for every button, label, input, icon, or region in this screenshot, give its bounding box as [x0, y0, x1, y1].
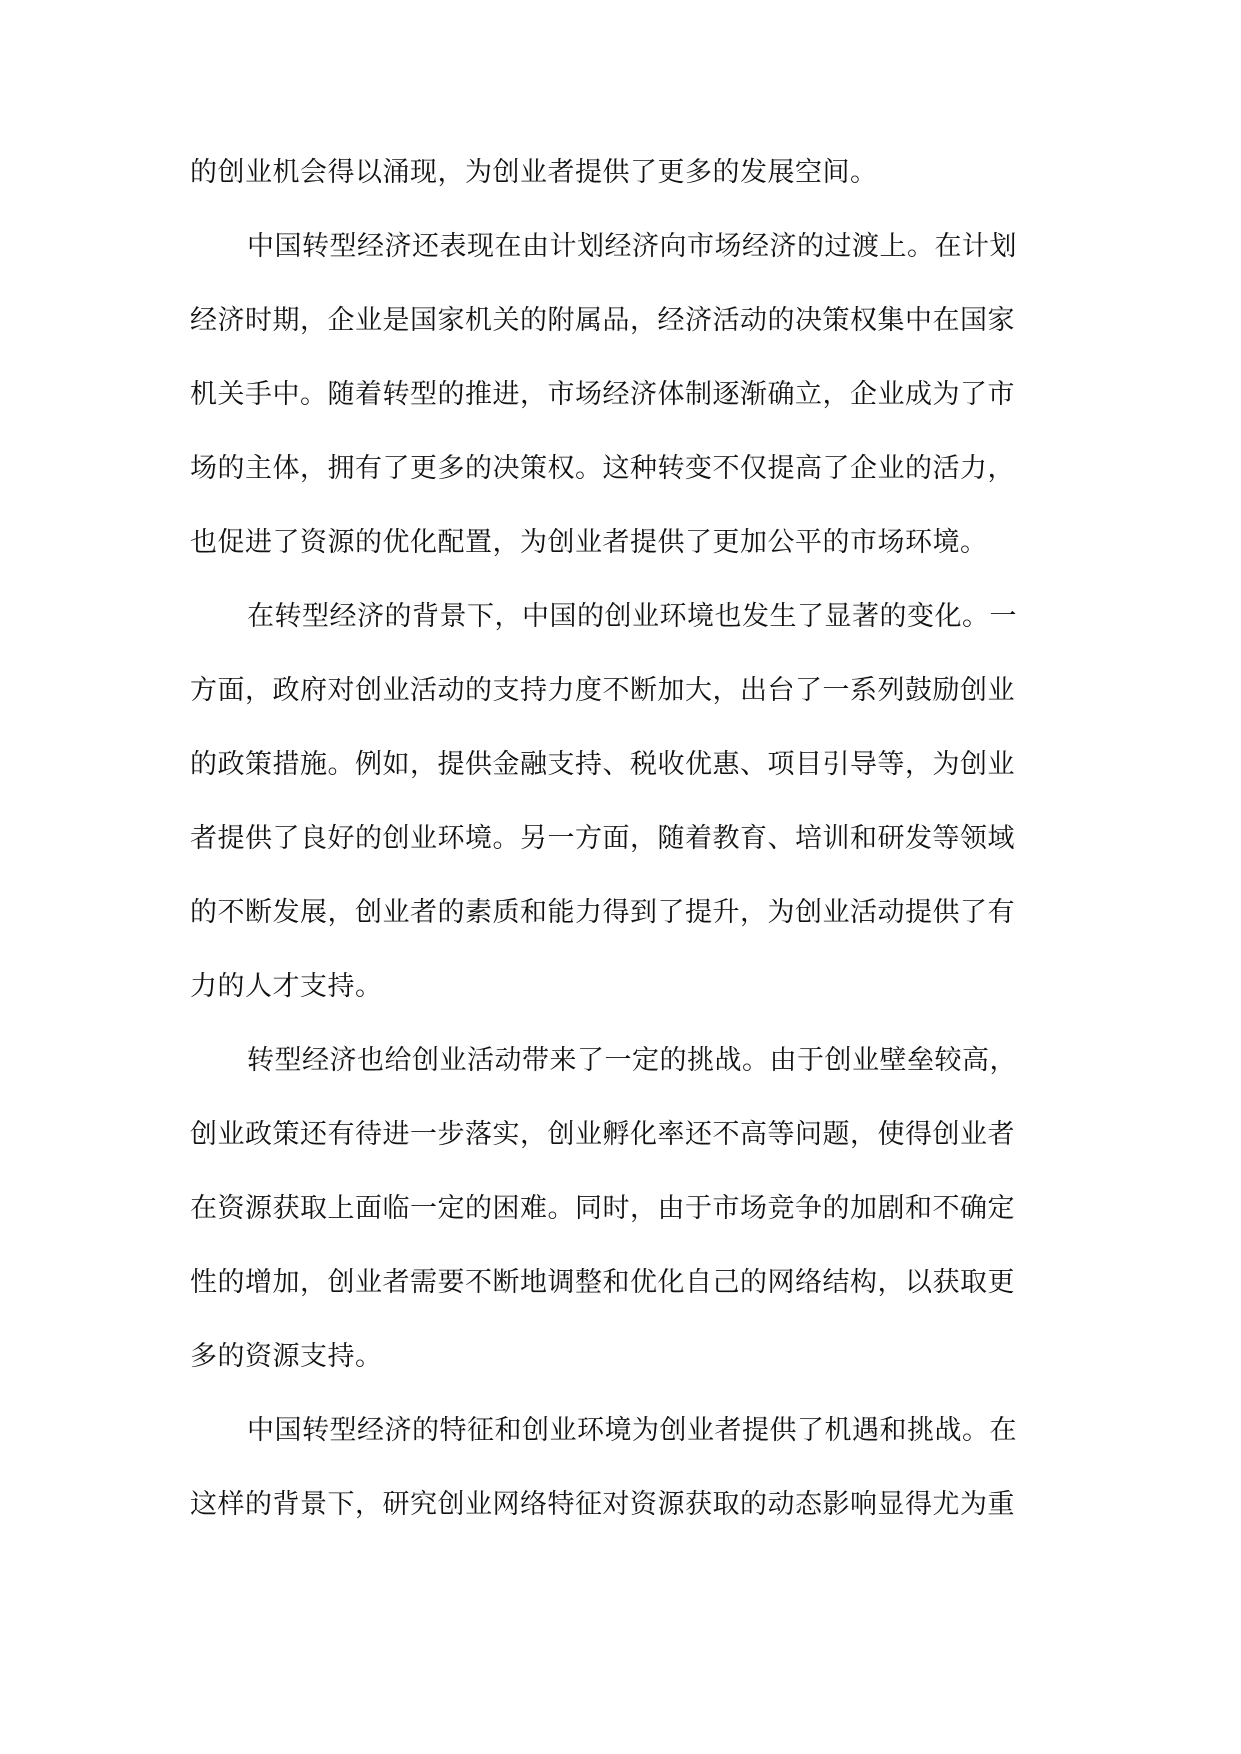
text-line: 方面，政府对创业活动的支持力度不断加大，出台了一系列鼓励创业	[190, 675, 1015, 706]
text-line: 在资源获取上面临一定的困难。同时，由于市场竞争的加剧和不确定	[190, 1193, 1015, 1224]
paragraph-first-line: 中国转型经济的特征和创业环境为创业者提供了机遇和挑战。在	[247, 1415, 1017, 1446]
body-text	[190, 148, 1052, 1554]
paragraph-first-line: 中国转型经济还表现在由计划经济向市场经济的过渡上。在计划	[247, 231, 1017, 262]
text-line: 力的人才支持。	[190, 971, 383, 1002]
text-line: 机关手中。随着转型的推进，市场经济体制逐渐确立，企业成为了市	[190, 379, 1015, 410]
text-line: 的不断发展，创业者的素质和能力得到了提升，为创业活动提供了有	[190, 897, 1015, 928]
text-line: 也促进了资源的优化配置，为创业者提供了更加公平的市场环境。	[190, 527, 988, 558]
text-line: 的政策措施。例如，提供金融支持、税收优惠、项目引导等，为创业	[190, 749, 1015, 780]
text-line: 创业政策还有待进一步落实，创业孵化率还不高等问题，使得创业者	[190, 1119, 1015, 1150]
text-line: 经济时期，企业是国家机关的附属品，经济活动的决策权集中在国家	[190, 305, 1015, 336]
text-line: 者提供了良好的创业环境。另一方面，随着教育、培训和研发等领域	[190, 823, 1015, 854]
paragraph-first-line: 在转型经济的背景下，中国的创业环境也发生了显著的变化。一	[247, 601, 1017, 632]
text-line: 这样的背景下，研究创业网络特征对资源获取的动态影响显得尤为重	[190, 1489, 1015, 1520]
text-line: 多的资源支持。	[190, 1341, 383, 1372]
text-line: 场的主体，拥有了更多的决策权。这种转变不仅提高了企业的活力，	[190, 453, 1015, 484]
text-line: 性的增加，创业者需要不断地调整和优化自己的网络结构，以获取更	[190, 1267, 1015, 1298]
paragraph-first-line: 转型经济也给创业活动带来了一定的挑战。由于创业壁垒较高，	[247, 1045, 1017, 1076]
text-line: 的创业机会得以涌现，为创业者提供了更多的发展空间。	[190, 157, 878, 188]
